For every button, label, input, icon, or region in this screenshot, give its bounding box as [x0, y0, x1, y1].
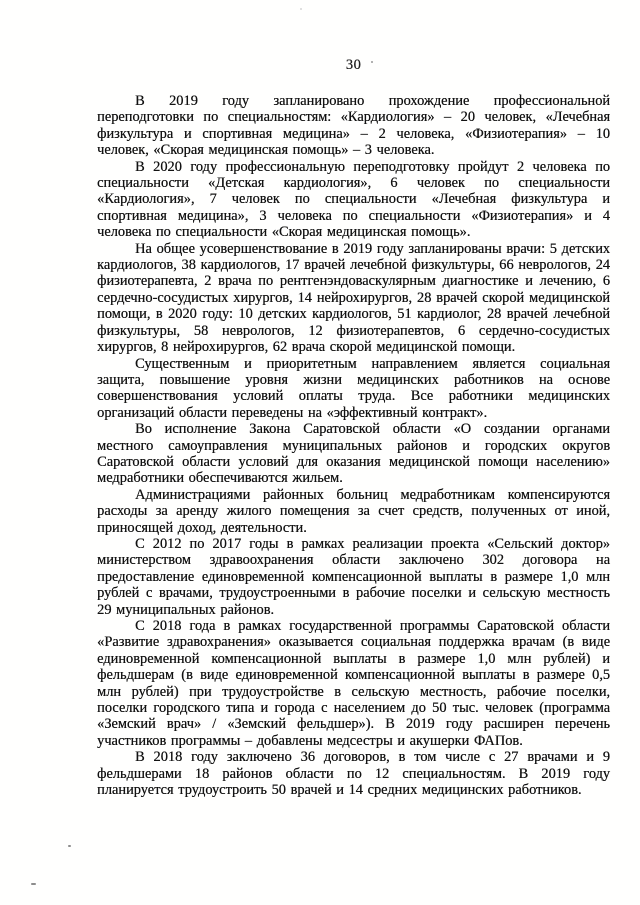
paragraph-social-protection: Существенным и приоритетным направлением является социальная защита, повышение уровня жизни медицинских работников на основе совершенствования условий оплаты труда. Все работники медицинских организаций области переведены на «эффективный контракт».	[97, 355, 610, 421]
paragraph-rent-compensation: Администрациями районных больниц медработникам компенсируются расходы за аренду жилого помещения за счет средств, полученных от иной, приносящей доход, деятельности.	[97, 486, 610, 536]
scan-speck	[31, 883, 36, 885]
paragraph-rural-doctor-project: С 2012 по 2017 годы в рамках реализации проекта «Сельский доктор» министерством здравоохранения области заключено 302 договора на предоставление единовременной компенсационной выплаты в размере 1,0 млн рублей с врачами, трудоустроенными в рабочие поселки и сельскую местность 29 муниципальных районов.	[97, 535, 610, 618]
paragraph-zemsky-program: С 2018 года в рамках государственной программы Саратовской области «Развитие здравохранения» оказывается социальная поддержка врачам (в виде единовременной компенсационной выплаты в размере 1,0 млн рублей) и фельдшерам (в виде единовременной компенсационной выплаты в размере 0,5 млн рублей) при трудоустройстве в сельскую местность, рабочие поселки, поселки городского типа и города с населением до 50 тыс. человек (программа «Земский врач» / «Земский фельдшер»). В 2019 году расширен перечень участников программы – добавлены медсестры и акушерки ФАПов.	[97, 618, 610, 749]
scan-speck	[68, 845, 71, 847]
scan-speck	[300, 8, 302, 10]
scan-speck	[371, 61, 373, 63]
paragraph-retraining-2019: В 2019 году запланировано прохождение профессиональной переподготовки по специальностям: «Кардиология» – 20 человек, «Лечебная физкультура и спортивная медицина» – 2 человека, «Физиотерапия» – 10 человек, «Скорая медицинская помощь» – 3 человека.	[97, 93, 610, 159]
paragraph-advanced-training: На общее усовершенствование в 2019 году запланированы врачи: 5 детских кардиологов, 38 кардиологов, 17 врачей лечебной физкультуры, 66 неврологов, 24 физиотерапевта, 2 врача по рентгенэндоваскулярным диагностике и лечению, 6 сердечно-сосудистых хирургов, 14 нейрохирургов, 28 врачей скорой медицинской помощи, в 2020 году: 10 детских кардиологов, 51 кардиолог, 28 врачей лечебной физкультуры, 58 неврологов, 12 физиотерапевтов, 6 сердечно-сосудистых хирургов, 8 нейрохирургов, 62 врача скорой медицинской помощи.	[97, 240, 610, 356]
paragraph-retraining-2020: В 2020 году профессиональную переподготовку пройдут 2 человека по специальности «Детская кардиология», 6 человек по специальности «Кардиология», 7 человек по специальности «Лечебная физкультура и спортивная медицина», 3 человека по специальности «Физиотерапия» и 4 человека по специальности «Скорая медицинская помощь».	[97, 158, 610, 241]
document-body	[97, 93, 610, 798]
page-number: 30	[345, 57, 362, 73]
paragraph-contracts-2018: В 2018 году заключено 36 договоров, в том числе с 27 врачами и 9 фельдшерами 18 районов области по 12 специальностям. В 2019 году планируется трудоустроить 50 врачей и 14 средних медицинских работников.	[97, 749, 610, 799]
paragraph-housing-law: Во исполнение Закона Саратовской области «О создании органами местного самоуправления муниципальных районов и городских округов Саратовской области условий для оказания медицинской помощи населению» медработники обеспечиваются жильем.	[97, 421, 610, 487]
